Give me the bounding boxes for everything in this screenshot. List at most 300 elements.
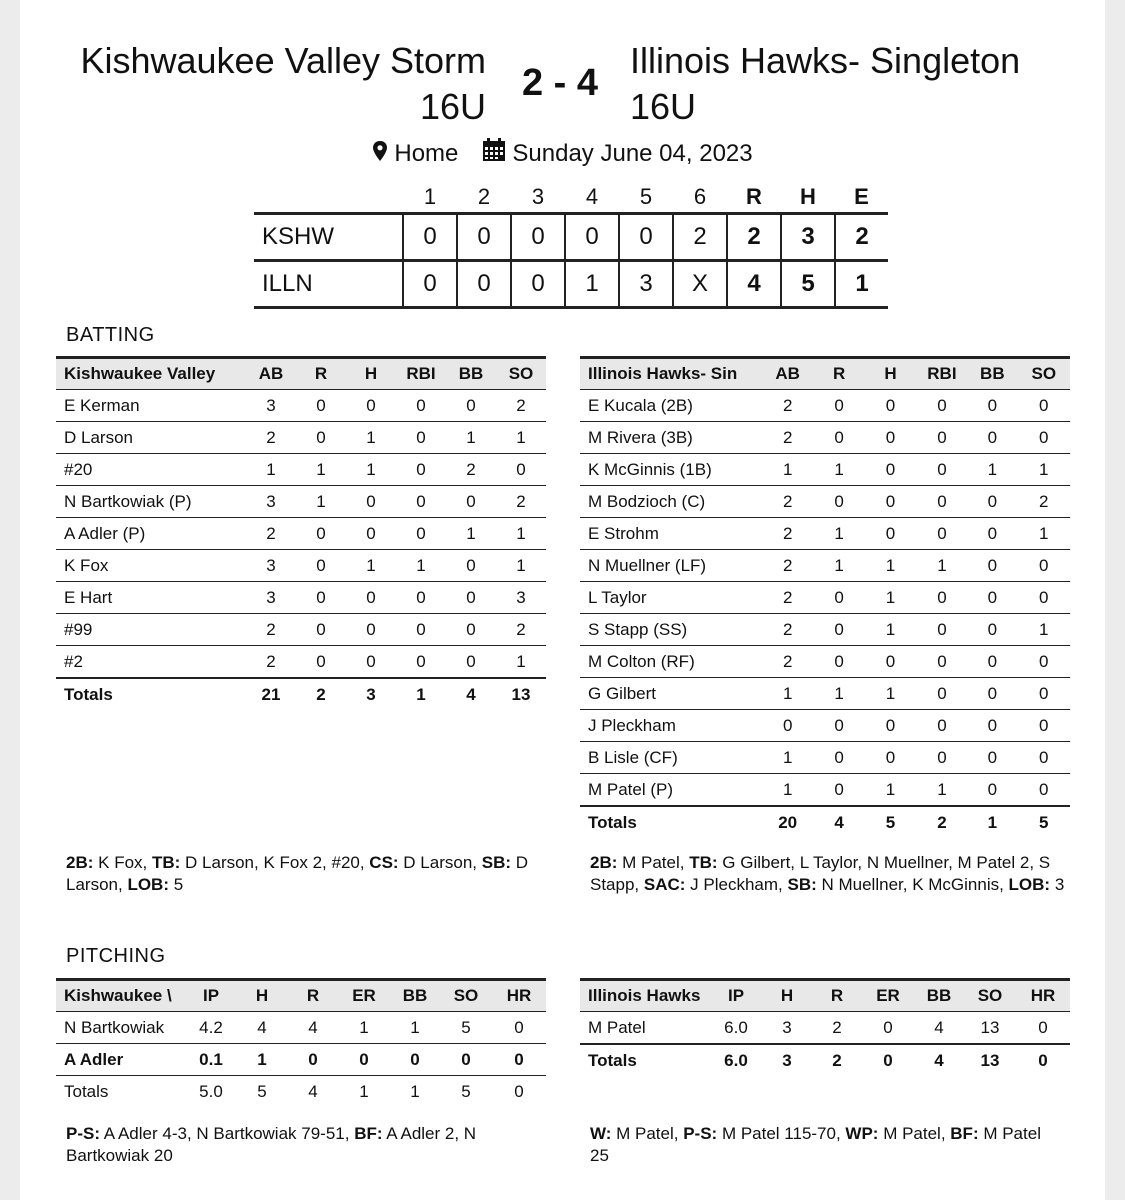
batting-team-header: Kishwaukee Valley [56, 358, 246, 390]
player-name: N Bartkowiak [56, 1012, 186, 1044]
stat-cell: 2 [761, 646, 813, 678]
stat-cell: 0 [814, 390, 864, 422]
stat-cell: 0 [1018, 742, 1070, 774]
column-header: BB [967, 358, 1017, 390]
table-row [580, 1012, 1070, 1045]
stat-cell: 1 [346, 454, 396, 486]
column-header: BB [446, 358, 496, 390]
inning-score: 0 [457, 261, 511, 308]
column-header: R [812, 980, 862, 1012]
game-meta [0, 138, 1125, 171]
note-key: CS: [369, 853, 399, 872]
stat-cell: 0 [396, 390, 446, 422]
stat-cell: 0 [296, 390, 346, 422]
player-name: E Strohm [580, 518, 761, 550]
player-name: #2 [56, 646, 246, 679]
player-name: E Kerman [56, 390, 246, 422]
stat-cell: 0 [1018, 422, 1070, 454]
table-row [580, 678, 1070, 710]
note-key: SB: [787, 875, 817, 894]
table-row [56, 518, 546, 550]
inning-score: 0 [565, 214, 619, 261]
stat-cell: 0.1 [186, 1044, 236, 1076]
table-row [56, 390, 546, 422]
stat-cell: 0 [864, 518, 916, 550]
stat-cell: 0 [917, 710, 967, 742]
stat-cell: 0 [296, 614, 346, 646]
stat-cell: 0 [492, 1044, 546, 1076]
player-name: K McGinnis (1B) [580, 454, 761, 486]
stat-cell: 2 [812, 1044, 862, 1076]
inning-score: 0 [403, 261, 457, 308]
stat-cell: 0 [1016, 1044, 1070, 1076]
player-name: M Bodzioch (C) [580, 486, 761, 518]
stat-cell: 1 [761, 678, 813, 710]
player-name: L Taylor [580, 582, 761, 614]
stat-cell: 4 [814, 806, 864, 838]
stat-cell: 0 [1018, 582, 1070, 614]
hits-total: 3 [781, 214, 835, 261]
note-value: D Larson, [398, 853, 482, 872]
table-row [56, 614, 546, 646]
runs-header: R [746, 184, 762, 209]
stat-cell: 0 [967, 710, 1017, 742]
stat-cell: 3 [496, 582, 546, 614]
stat-cell: 1 [1018, 518, 1070, 550]
stat-cell: 3 [246, 390, 296, 422]
column-header: H [762, 980, 812, 1012]
totals-row [580, 1044, 1070, 1076]
stat-cell: 4.2 [186, 1012, 236, 1044]
stat-cell: 0 [967, 582, 1017, 614]
stat-cell: 0 [346, 390, 396, 422]
stat-cell: 1 [761, 454, 813, 486]
home-team-name-line1: Illinois Hawks- Singleton [630, 40, 1021, 81]
player-name: M Colton (RF) [580, 646, 761, 678]
column-header: RBI [917, 358, 967, 390]
table-row [56, 550, 546, 582]
stat-cell: 0 [396, 518, 446, 550]
stat-cell: 0 [967, 614, 1017, 646]
note-value: 3 [1050, 875, 1065, 894]
column-header: AB [761, 358, 813, 390]
column-header: BB [390, 980, 440, 1012]
away-batting-table [56, 356, 546, 710]
player-name: Totals [580, 1044, 710, 1076]
inning-score: 0 [511, 261, 565, 308]
stat-cell: 5 [257, 1081, 267, 1101]
stat-cell: 0 [864, 486, 916, 518]
stat-cell: 2 [246, 518, 296, 550]
inning-header: 5 [639, 184, 653, 209]
table-row [580, 774, 1070, 807]
note-key: 2B: [590, 853, 618, 872]
column-header: H [864, 358, 916, 390]
note-value: K Fox, [93, 853, 152, 872]
stat-cell: 3 [246, 486, 296, 518]
table-row [580, 486, 1070, 518]
batting-section-title: BATTING [66, 324, 155, 346]
inning-score: 0 [403, 214, 457, 261]
stat-cell: 0 [492, 1012, 546, 1044]
stat-cell: 1 [296, 454, 346, 486]
column-header: HR [492, 980, 546, 1012]
player-name: M Patel [580, 1012, 710, 1045]
stat-cell: 0 [917, 518, 967, 550]
note-value: J Pleckham, [685, 875, 788, 894]
column-header: IP [710, 980, 762, 1012]
stat-cell: 0 [917, 614, 967, 646]
stat-cell: 2 [761, 422, 813, 454]
note-key: BF: [354, 1124, 383, 1143]
stat-cell: 0 [967, 742, 1017, 774]
table-row [56, 1044, 546, 1076]
away-team-name-line2: 16U [419, 86, 486, 127]
stat-cell: 1 [246, 454, 296, 486]
note-key: SAC: [643, 875, 686, 894]
stat-cell: 0 [396, 486, 446, 518]
stat-cell: 0 [814, 614, 864, 646]
note-value: M Patel, [878, 1124, 951, 1143]
stat-cell: 1 [296, 486, 346, 518]
stat-cell: 1 [967, 806, 1017, 838]
column-header: RBI [396, 358, 446, 390]
stat-cell: 0 [814, 486, 864, 518]
stat-cell: 0 [862, 1044, 914, 1076]
stat-cell: 1 [864, 678, 916, 710]
column-header: SO [440, 980, 492, 1012]
column-header: ER [862, 980, 914, 1012]
stat-cell: 1 [446, 518, 496, 550]
stat-cell: 0 [396, 582, 446, 614]
stat-cell: 3 [246, 550, 296, 582]
stat-cell: 13 [964, 1044, 1016, 1076]
stat-cell: 0 [390, 1044, 440, 1076]
stat-cell: 0 [296, 550, 346, 582]
column-header: R [288, 980, 338, 1012]
stat-cell: 1 [814, 518, 864, 550]
stat-cell: 0 [446, 550, 496, 582]
stat-cell: 2 [246, 614, 296, 646]
final-score: 2 - 4 [521, 62, 599, 104]
stat-cell: 0 [864, 390, 916, 422]
stat-cell: 1 [390, 1012, 440, 1044]
map-pin-icon [372, 139, 388, 171]
stat-cell: 1 [864, 582, 916, 614]
inning-score: X [673, 261, 727, 308]
stat-cell: 2 [246, 646, 296, 679]
stat-cell: 0 [396, 454, 446, 486]
table-row [580, 646, 1070, 678]
stat-cell: 1 [496, 646, 546, 679]
stat-cell: 2 [812, 1012, 862, 1045]
inning-score: 0 [511, 214, 565, 261]
stat-cell: 1 [338, 1012, 390, 1044]
stat-cell: 2 [496, 614, 546, 646]
line-score-team: ILLN [254, 261, 403, 308]
stat-cell: 0 [814, 774, 864, 807]
stat-cell: 0 [814, 710, 864, 742]
player-name: #20 [56, 454, 246, 486]
inning-score: 3 [619, 261, 673, 308]
home-batting-notes [590, 852, 1070, 896]
stat-cell: 0 [967, 646, 1017, 678]
stat-cell: 0 [296, 646, 346, 679]
note-value: M Patel, [617, 853, 690, 872]
player-name: B Lisle (CF) [580, 742, 761, 774]
runs-total: 2 [727, 214, 781, 261]
stat-cell: 0 [761, 710, 813, 742]
table-row [580, 742, 1070, 774]
stat-cell: 2 [296, 678, 346, 710]
note-key: P-S: [683, 1124, 718, 1143]
player-name: Totals [64, 1081, 109, 1101]
stat-cell: 0 [1018, 646, 1070, 678]
note-value: M Patel 115-70, [717, 1124, 846, 1143]
stat-cell: 6.0 [710, 1012, 762, 1045]
stat-cell: 0 [446, 646, 496, 679]
stat-cell: 1 [396, 550, 446, 582]
stat-cell: 1 [1018, 614, 1070, 646]
stat-cell: 0 [814, 582, 864, 614]
stat-cell: 0 [917, 742, 967, 774]
note-key: W: [590, 1124, 612, 1143]
note-value: D Larson, [66, 853, 529, 894]
stat-cell: 5 [864, 806, 916, 838]
stat-cell: 0 [864, 710, 916, 742]
stat-cell: 1 [917, 774, 967, 807]
stat-cell: 20 [761, 806, 813, 838]
stat-cell: 0 [446, 582, 496, 614]
column-header: SO [1018, 358, 1070, 390]
inning-header: 2 [477, 184, 491, 209]
player-name: E Hart [56, 582, 246, 614]
table-row [580, 710, 1070, 742]
stat-cell: 2 [446, 454, 496, 486]
stat-cell: 1 [410, 1081, 420, 1101]
table-row [580, 518, 1070, 550]
note-value: N Muellner, K McGinnis, [816, 875, 1009, 894]
stat-cell: 5 [461, 1081, 471, 1101]
table-row [580, 550, 1070, 582]
table-row [56, 454, 546, 486]
pitching-team-header: Illinois Hawks [580, 980, 710, 1012]
away-pitching-table [56, 978, 546, 1107]
stat-cell: 4 [914, 1044, 964, 1076]
note-value: D Larson, K Fox 2, #20, [180, 853, 370, 872]
stat-cell: 5.0 [199, 1081, 223, 1101]
note-key: SB: [481, 853, 512, 872]
game-date: Sunday June 04, 2023 [512, 140, 753, 167]
note-key: TB: [151, 853, 181, 872]
player-name: K Fox [56, 550, 246, 582]
stat-cell: 2 [496, 486, 546, 518]
stat-cell: 1 [761, 774, 813, 807]
stat-cell: 0 [967, 390, 1017, 422]
stat-cell: 4 [914, 1012, 964, 1045]
away-team-name-line1: Kishwaukee Valley Storm [80, 40, 486, 81]
stat-cell: 0 [346, 518, 396, 550]
stat-cell: 0 [864, 742, 916, 774]
note-key: WP: [845, 1124, 879, 1143]
inning-score: 0 [457, 214, 511, 261]
stat-cell: 3 [246, 582, 296, 614]
totals-row [580, 806, 1070, 838]
player-name: Totals [580, 806, 761, 838]
column-header: R [814, 358, 864, 390]
stat-cell: 2 [1018, 486, 1070, 518]
stat-cell: 0 [440, 1044, 492, 1076]
stat-cell: 0 [1018, 774, 1070, 807]
player-name: G Gilbert [580, 678, 761, 710]
stat-cell: 2 [496, 390, 546, 422]
stat-cell: 1 [864, 614, 916, 646]
stat-cell: 4 [236, 1012, 288, 1044]
stat-cell: 0 [296, 582, 346, 614]
stat-cell: 1 [396, 678, 446, 710]
column-header: IP [186, 980, 236, 1012]
stat-cell: 1 [814, 678, 864, 710]
totals-row [56, 1076, 546, 1108]
stat-cell: 0 [1016, 1012, 1070, 1045]
stat-cell: 21 [246, 678, 296, 710]
line-score-team: KSHW [254, 214, 403, 261]
stat-cell: 0 [288, 1044, 338, 1076]
stat-cell: 0 [814, 422, 864, 454]
table-row [56, 646, 546, 679]
stat-cell: 1 [346, 422, 396, 454]
player-name: A Adler [56, 1044, 186, 1076]
stat-cell: 2 [761, 518, 813, 550]
hits-header: H [800, 184, 816, 209]
note-value: M Patel 25 [590, 1124, 1041, 1165]
inning-header: 1 [423, 184, 437, 209]
pitching-team-header: Kishwaukee \ [56, 980, 186, 1012]
pitching-section-title: PITCHING [66, 945, 166, 967]
home-team-name-line2: 16U [630, 86, 697, 127]
note-value: A Adler 2, N Bartkowiak 20 [66, 1124, 477, 1165]
calendar-icon [482, 138, 506, 171]
column-header: H [346, 358, 396, 390]
away-team-name [46, 38, 486, 130]
note-key: P-S: [66, 1124, 100, 1143]
line-score-row [254, 261, 888, 308]
table-row [56, 1012, 546, 1044]
home-team-name [630, 38, 1070, 130]
stat-cell: 0 [446, 614, 496, 646]
stat-cell: 2 [761, 550, 813, 582]
stat-cell: 2 [246, 422, 296, 454]
stat-cell: 0 [864, 422, 916, 454]
stat-cell: 0 [967, 422, 1017, 454]
stat-cell: 4 [308, 1081, 318, 1101]
game-location: Home [394, 140, 459, 167]
player-name: E Kucala (2B) [580, 390, 761, 422]
stat-cell: 1 [496, 422, 546, 454]
stat-cell: 0 [338, 1044, 390, 1076]
table-row [580, 582, 1070, 614]
stat-cell: 2 [761, 614, 813, 646]
player-name: M Rivera (3B) [580, 422, 761, 454]
stat-cell: 0 [346, 582, 396, 614]
inning-score: 0 [619, 214, 673, 261]
player-name: S Stapp (SS) [580, 614, 761, 646]
errors-header: E [854, 184, 869, 209]
stat-cell: 0 [446, 390, 496, 422]
stat-cell: 1 [359, 1081, 369, 1101]
stat-cell: 0 [917, 422, 967, 454]
stat-cell: 0 [917, 454, 967, 486]
player-name: M Patel (P) [580, 774, 761, 807]
stat-cell: 0 [917, 678, 967, 710]
hits-total: 5 [781, 261, 835, 308]
column-header: R [296, 358, 346, 390]
stat-cell: 0 [346, 646, 396, 679]
stat-cell: 0 [967, 774, 1017, 807]
player-name: Totals [56, 678, 246, 710]
stat-cell: 3 [762, 1044, 812, 1076]
away-pitching-notes [66, 1123, 546, 1167]
stat-cell: 1 [446, 422, 496, 454]
player-name: J Pleckham [580, 710, 761, 742]
errors-total: 1 [855, 270, 869, 297]
stat-cell: 2 [761, 582, 813, 614]
inning-header: 6 [693, 184, 707, 209]
inning-header: 4 [585, 184, 599, 209]
stat-cell: 2 [917, 806, 967, 838]
note-value: A Adler 4-3, N Bartkowiak 79-51, [100, 1124, 355, 1143]
stat-cell: 0 [346, 486, 396, 518]
line-score-row [254, 214, 888, 261]
column-header: SO [496, 358, 546, 390]
stat-cell: 0 [296, 422, 346, 454]
inning-score: 2 [673, 214, 727, 261]
stat-cell: 0 [862, 1012, 914, 1045]
note-value: G Gilbert, L Taylor, N Muellner, M Patel 2, S Stapp, [590, 853, 1051, 894]
column-header: HR [1016, 980, 1070, 1012]
stat-cell: 0 [864, 454, 916, 486]
stat-cell: 0 [864, 646, 916, 678]
stat-cell: 0 [917, 582, 967, 614]
stat-cell: 0 [446, 486, 496, 518]
table-row [580, 614, 1070, 646]
stat-cell: 0 [396, 614, 446, 646]
batting-team-header: Illinois Hawks- Sin [580, 358, 761, 390]
stat-cell: 2 [761, 390, 813, 422]
stat-cell: 0 [814, 646, 864, 678]
stat-cell: 0 [917, 486, 967, 518]
home-pitching-table [580, 978, 1070, 1076]
stat-cell: 0 [396, 422, 446, 454]
note-value: 5 [168, 875, 184, 894]
column-header: H [236, 980, 288, 1012]
inning-header: 3 [531, 184, 545, 209]
stat-cell: 0 [1018, 390, 1070, 422]
stat-cell: 0 [1018, 710, 1070, 742]
table-row [580, 454, 1070, 486]
player-name: N Muellner (LF) [580, 550, 761, 582]
runs-total: 4 [727, 261, 781, 308]
stat-cell: 1 [496, 518, 546, 550]
table-row [56, 422, 546, 454]
column-header: ER [338, 980, 390, 1012]
stat-cell: 2 [761, 486, 813, 518]
stat-cell: 0 [296, 518, 346, 550]
stat-cell: 0 [967, 678, 1017, 710]
stat-cell: 1 [346, 550, 396, 582]
inning-score: 1 [565, 261, 619, 308]
player-name: D Larson [56, 422, 246, 454]
